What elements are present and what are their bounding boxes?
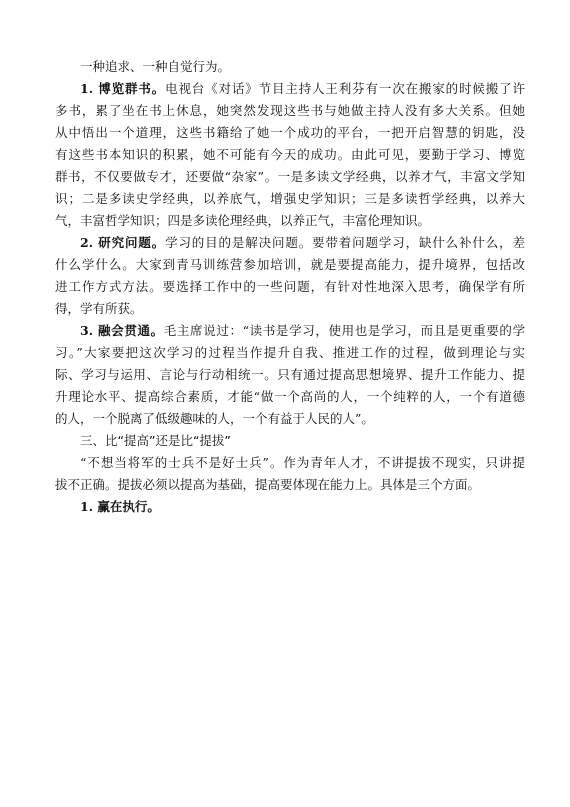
text-span: “不想当将军的士兵不是好士兵”。作为青年人才，不讲提拔不现实，只讲提 (80, 455, 525, 470)
text-span: 气，丰富哲学知识；四是多读伦理经典，以养正气，丰富伦理知识。 (55, 213, 431, 228)
section-lead: 2. 研究问题。 (80, 235, 166, 250)
text-span: 识；二是多读史学经典，以养底气，增强史学知识；三是多读哲学经典，以养大 (55, 191, 525, 206)
text-line (55, 320, 525, 342)
text-span: 拔不正确。提拔必须以提高为基础，提高要体现在能力上。具体是三个方面。 (55, 477, 481, 492)
text-line (55, 474, 525, 496)
text-line (55, 298, 525, 320)
text-span: 一种追求、一种自觉行为。 (80, 59, 231, 74)
section-lead: 1. 赢在执行。 (80, 499, 160, 514)
document-page (55, 56, 525, 518)
text-line (55, 276, 525, 298)
text-span: 际、学习与运用、言论与行动相统一。只有通过提高思想境界、提升工作能力、提 (55, 367, 525, 382)
text-line (55, 408, 525, 430)
text-span: 毛主席说过：“读书是学习，使用也是学习，而且是更重要的学 (163, 323, 525, 338)
text-line (55, 100, 525, 122)
text-line (55, 496, 525, 518)
text-span: 从中悟出一个道理，这些书籍给了她一个成功的平台，一把开启智慧的钥匙，没 (55, 125, 525, 140)
text-span: 群书，不仅要做专才，还要做“杂家”。一是多读文学经典，以养才气，丰富文学知 (55, 169, 525, 184)
text-span: 学习的目的是解决问题。要带着问题学习，缺什么补什么，差 (165, 235, 525, 250)
text-line (55, 364, 525, 386)
text-span: 得，学有所获。 (55, 301, 143, 316)
text-line (55, 122, 525, 144)
text-line (55, 254, 525, 276)
section-lead: 1. 博览群书。 (80, 81, 166, 96)
text-line (55, 166, 525, 188)
text-line (55, 386, 525, 408)
text-span: 电视台《对话》节目主持人王利芬有一次在搬家的时候搬了许 (165, 81, 525, 96)
section-lead: 3. 融会贯通。 (80, 323, 164, 338)
text-line (55, 210, 525, 232)
section-heading-text: 三、比“提高”还是比“提拔” (80, 433, 231, 448)
text-line (55, 452, 525, 474)
text-span: 多书，累了坐在书上休息，她突然发现这些书与她做主持人没有多大关系。但她 (55, 103, 525, 118)
text-span: 的人，一个脱离了低级趣味的人，一个有益于人民的人”。 (55, 411, 374, 426)
section-heading (55, 430, 525, 452)
text-span: 习。”大家要把这次学习的过程当作提升自我、推进工作的过程，做到理论与实 (55, 345, 525, 360)
text-span: 什么学什么。大家到青马训练营参加培训，就是要提高能力，提升境界，包括改 (55, 257, 525, 272)
text-line (55, 144, 525, 166)
text-span: 升理论水平、提高综合素质，才能“做一个高尚的人，一个纯粹的人，一个有道德 (55, 389, 525, 404)
text-line (55, 188, 525, 210)
text-line (55, 342, 525, 364)
text-line (55, 232, 525, 254)
text-span: 有这些书本知识的积累，她不可能有今天的成功。由此可见，要勤于学习、博览 (55, 147, 525, 162)
text-line (55, 78, 525, 100)
text-line (55, 56, 525, 78)
text-span: 进工作方式方法。要选择工作中的一些问题，有针对性地深入思考，确保学有所 (55, 279, 525, 294)
